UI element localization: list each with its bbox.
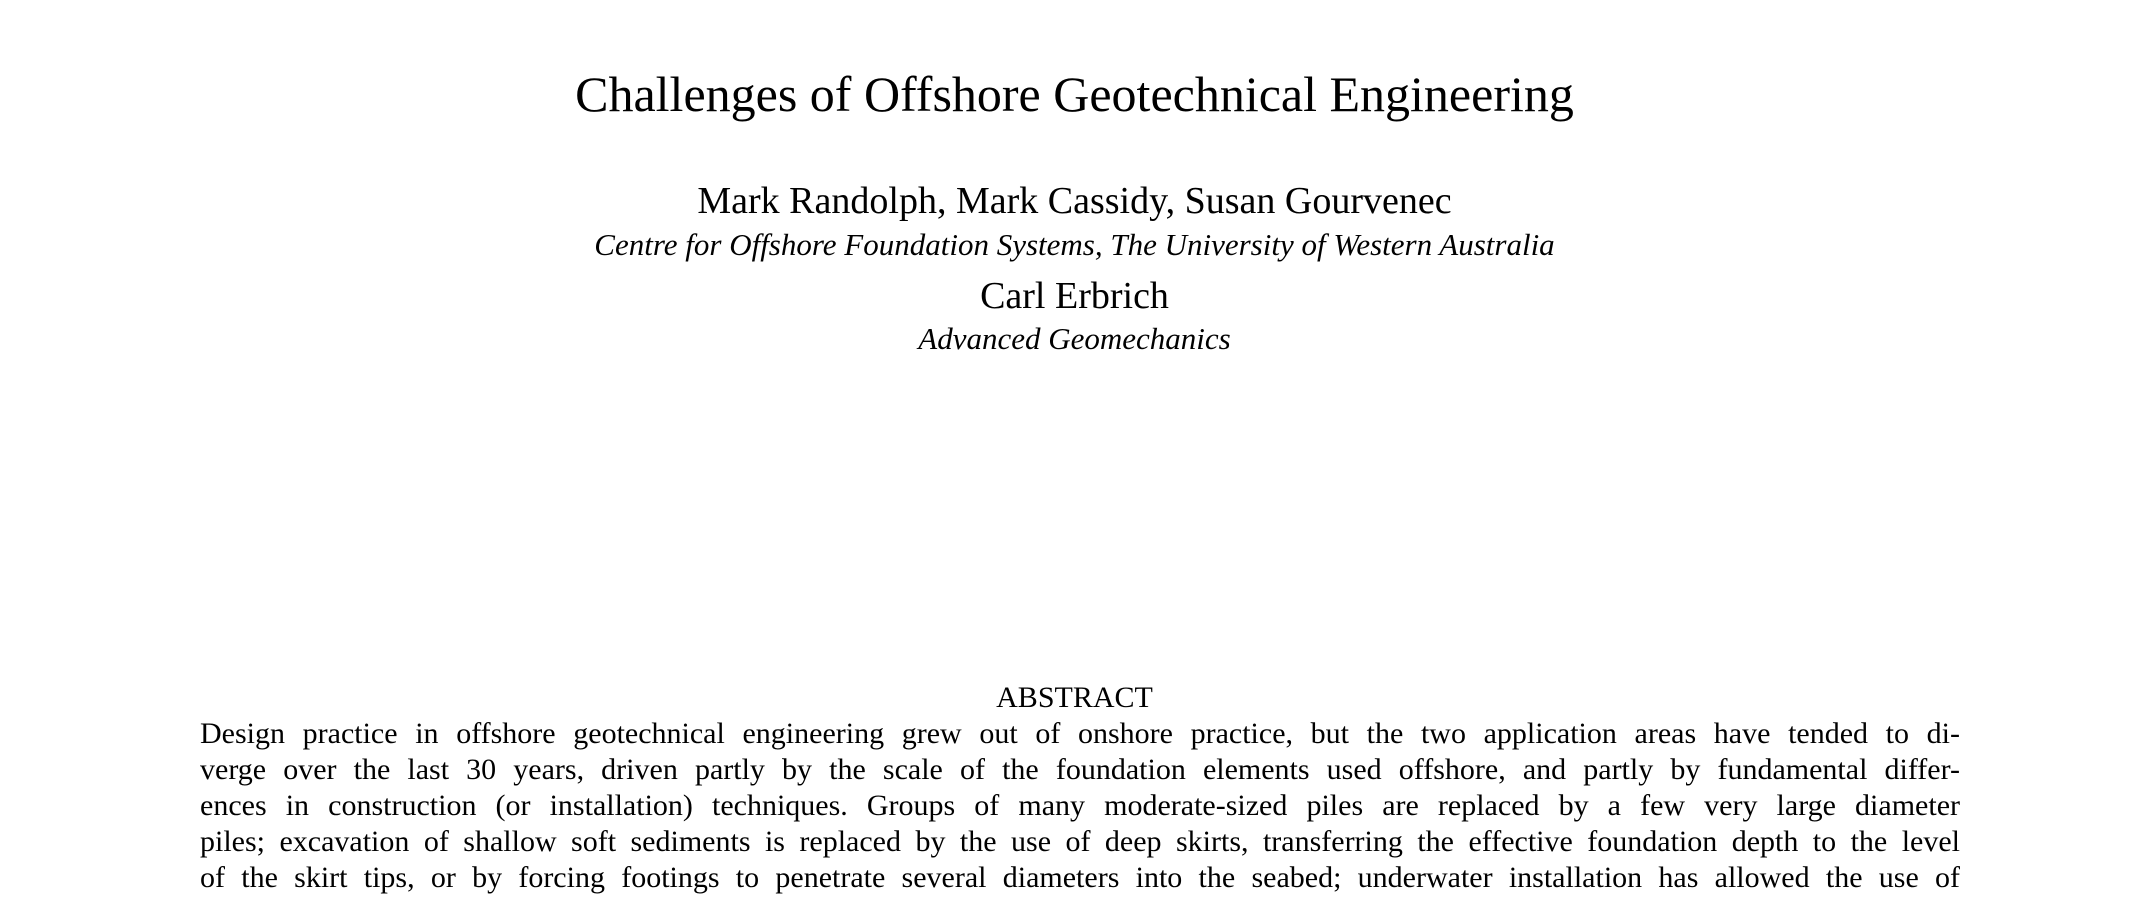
abstract-line: verge over the last 30 years, driven partly by the scale of the foundation elements used offshore, and partly by fundamental differ- xyxy=(200,753,1960,786)
affiliation-primary: Centre for Offshore Foundation Systems, The University of Western Australia xyxy=(594,227,1555,262)
abstract-line: ences in construction (or installation) techniques. Groups of many moderate-sized piles are replaced by a few very large diameter xyxy=(200,789,1960,822)
abstract-line: of the skirt tips, or by forcing footings to penetrate several diameters into the seabed; underwater installation has allowed the use of xyxy=(200,861,1960,894)
author-list-secondary: Carl Erbrich xyxy=(980,275,1169,317)
author-list-primary: Mark Randolph, Mark Cassidy, Susan Gourvenec xyxy=(697,180,1452,222)
affiliation-secondary: Advanced Geomechanics xyxy=(918,321,1231,356)
paper-title: Challenges of Offshore Geotechnical Engineering xyxy=(575,66,1574,122)
abstract-line: piles; excavation of shallow soft sediments is replaced by the use of deep skirts, transferring the effective foundation depth to the level xyxy=(200,825,1960,858)
abstract-line: Design practice in offshore geotechnical engineering grew out of onshore practice, but the two application areas have tended to di- xyxy=(200,717,1960,750)
abstract-heading: ABSTRACT xyxy=(996,681,1153,714)
